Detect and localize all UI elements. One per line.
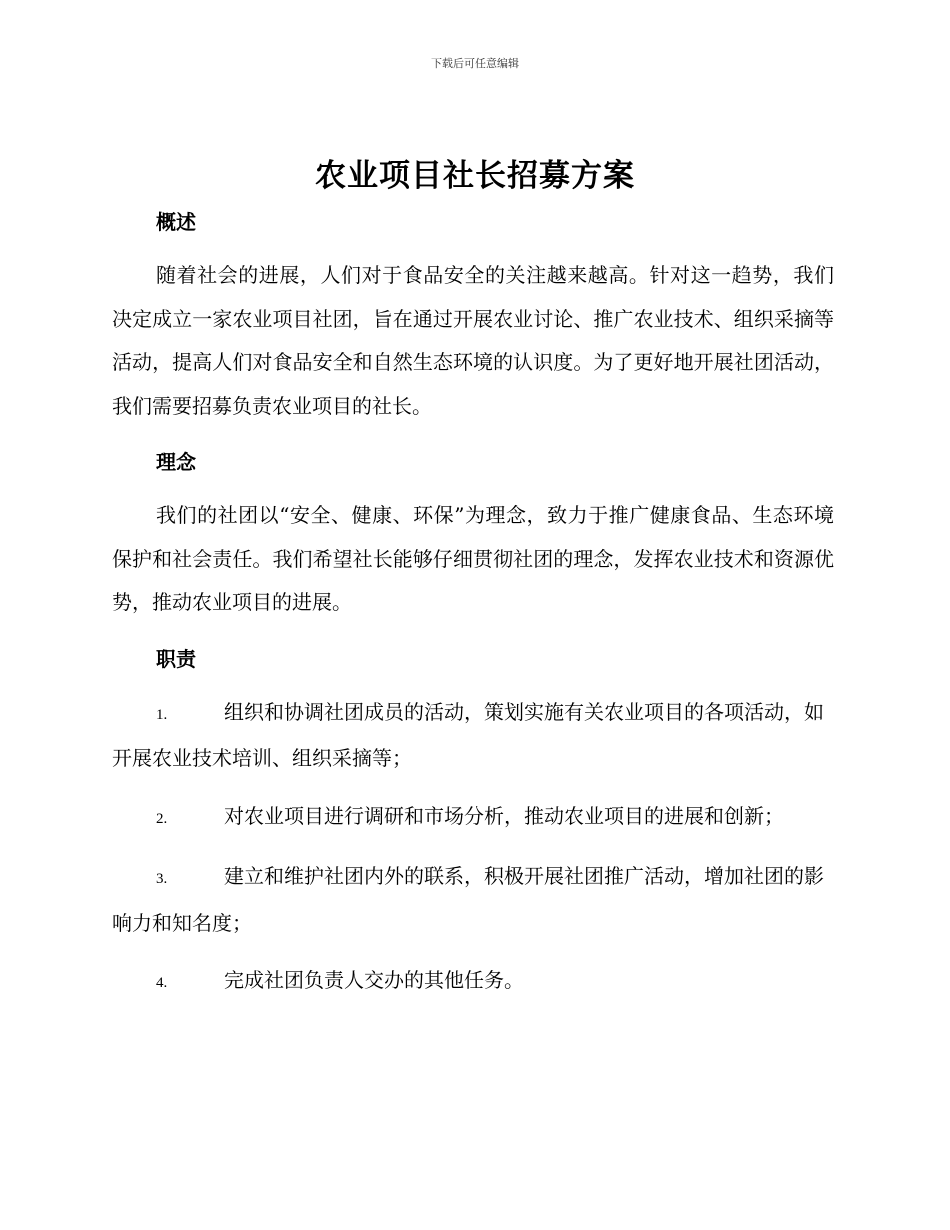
section-heading-duties: 职责 — [156, 646, 196, 671]
list-item-number: 4. — [156, 975, 168, 991]
list-item-number: 3. — [156, 871, 168, 887]
section-heading-philosophy: 理念 — [156, 450, 196, 474]
list-item — [112, 959, 834, 1006]
list-item — [112, 855, 834, 945]
list-item — [112, 795, 834, 842]
document-title: 农业项目社长招募方案 — [315, 158, 635, 194]
list-item-text: 建立和维护社团内外的联系，积极开展社团推广活动，增加社团的影响力和知名度； — [112, 864, 824, 935]
list-item-number: 2. — [156, 810, 168, 827]
section-duties — [112, 637, 834, 1006]
list-item-text: 完成社团负责人交办的其他任务。 — [224, 968, 524, 992]
section-paragraph-philosophy: 我们的社团以“安全、健康、环保”为理念，致力于推广健康食品、生态环境保护和社会责任。我们希望社长能够仔细贯彻社团的理念，发挥农业技术和资源优势，推动农业项目的进展。 — [112, 503, 834, 614]
document-body — [112, 200, 834, 1006]
section-philosophy — [112, 440, 834, 625]
section-paragraph-overview: 随着社会的进展，人们对于食品安全的关注越来越高。针对这一趋势，我们决定成立一家农业项目社团，旨在通过开展农业讨论、推广农业技术、组织采摘等活动，提高人们对食品安全和自然生态环境的认识度。为了更好地开展社团活动，我们需要招募负责农业项目的社长。 — [112, 263, 834, 418]
section-heading-overview: 概述 — [156, 210, 196, 234]
page-header-note: 下载后可任意编辑 — [431, 57, 519, 70]
list-item-text: 组织和协调社团成员的活动，策划实施有关农业项目的各项活动，如开展农业技术培训、组织采摘等； — [112, 699, 824, 770]
list-item — [112, 691, 834, 781]
section-overview — [112, 200, 834, 428]
list-item-text: 对农业项目进行调研和市场分析，推动农业项目的进展和创新； — [224, 803, 784, 828]
list-item-number: 1. — [156, 706, 168, 723]
